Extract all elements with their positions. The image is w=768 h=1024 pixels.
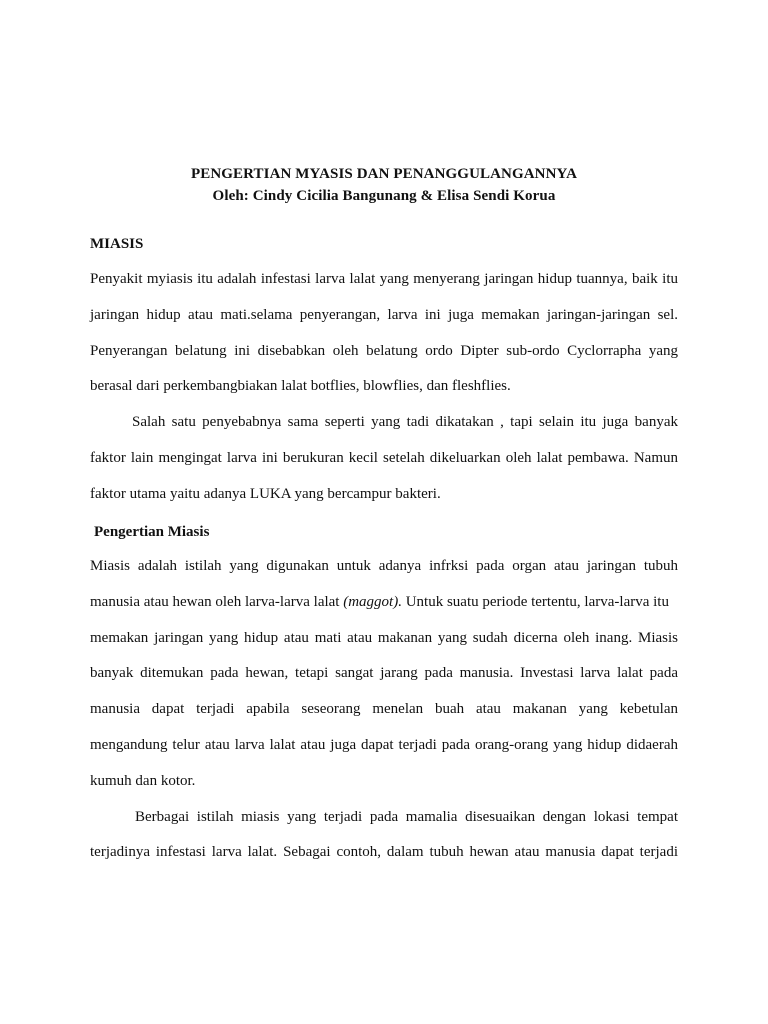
word: botflies,: [310, 378, 360, 395]
word: perkembangbiakan: [163, 378, 278, 395]
paragraph-line-with-italic: [90, 585, 678, 621]
word: blowflies,: [363, 378, 423, 395]
title-block: [90, 163, 678, 207]
paragraph-line: kumuh dan kotor.: [90, 772, 196, 789]
paragraph-line: manusia dapat terjadi apabila seseorang menelan buah atau makanan yang kebetulan: [90, 701, 678, 718]
paragraph-line: mengandung telur atau larva lalat atau juga dapat terjadi pada orang-orang yang hidup didaerah: [90, 736, 678, 753]
document-title: PENGERTIAN MYASIS DAN PENANGGULANGANNYA: [190, 166, 578, 182]
document-byline: Oleh: Cindy Cicilia Bangunang & Elisa Sendi Korua: [212, 188, 556, 204]
word: dari: [136, 378, 160, 395]
text-segment: manusia atau hewan oleh larva-larva lalat: [90, 593, 344, 610]
section-heading-miasis: MIASIS: [90, 236, 144, 252]
paragraph-line: Miasis adalah istilah yang digunakan untuk adanya infrksi pada organ atau jaringan tubuh: [90, 558, 678, 574]
word: fleshflies.: [452, 378, 511, 395]
paragraph-line: banyak ditemukan pada hewan, tetapi sangat jarang pada manusia. Investasi larva lalat pada: [90, 665, 678, 682]
word: berasal: [90, 378, 133, 395]
italic-term-maggot: (maggot).: [343, 593, 402, 610]
paragraph-miasis-definition: [90, 262, 678, 513]
word: dan: [426, 378, 449, 395]
paragraph-line: Penyakit myiasis itu adalah infestasi larva lalat yang menyerang jaringan hidup tuannya, baik itu: [90, 271, 678, 287]
paragraph-line: Berbagai istilah miasis yang terjadi pada mamalia disesuaikan dengan lokasi tempat: [135, 808, 678, 825]
paragraph-line: faktor utama yaitu adanya LUKA yang bercampur bakteri.: [90, 485, 441, 502]
paragraph-line: terjadinya infestasi larva lalat. Sebagai contoh, dalam tubuh hewan atau manusia dapat terjadi: [90, 844, 678, 861]
paragraph-line: Salah satu penyebabnya sama seperti yang tadi dikatakan , tapi selain itu juga banyak: [132, 414, 678, 431]
text-segment: Untuk suatu periode tertentu, larva-larva itu: [401, 593, 669, 610]
paragraph-line: Penyerangan belatung ini disebabkan oleh belatung ordo Dipter sub-ordo Cyclorrapha yang: [90, 342, 678, 359]
paragraph-line-justified: [90, 369, 678, 405]
paragraph-line: memakan jaringan yang hidup atau mati atau makanan yang sudah dicerna oleh inang. Miasis: [90, 629, 678, 646]
paragraph-line: jaringan hidup atau mati.selama penyerangan, larva ini juga memakan jaringan-jaringan sel.: [90, 306, 678, 323]
paragraph-pengertian-miasis: [90, 549, 678, 871]
section-heading-pengertian-miasis: Pengertian Miasis: [94, 524, 210, 540]
paragraph-line: faktor lain mengingat larva ini berukuran kecil setelah dikeluarkan oleh lalat pembawa. Namun: [90, 449, 678, 466]
word: lalat: [281, 378, 308, 395]
